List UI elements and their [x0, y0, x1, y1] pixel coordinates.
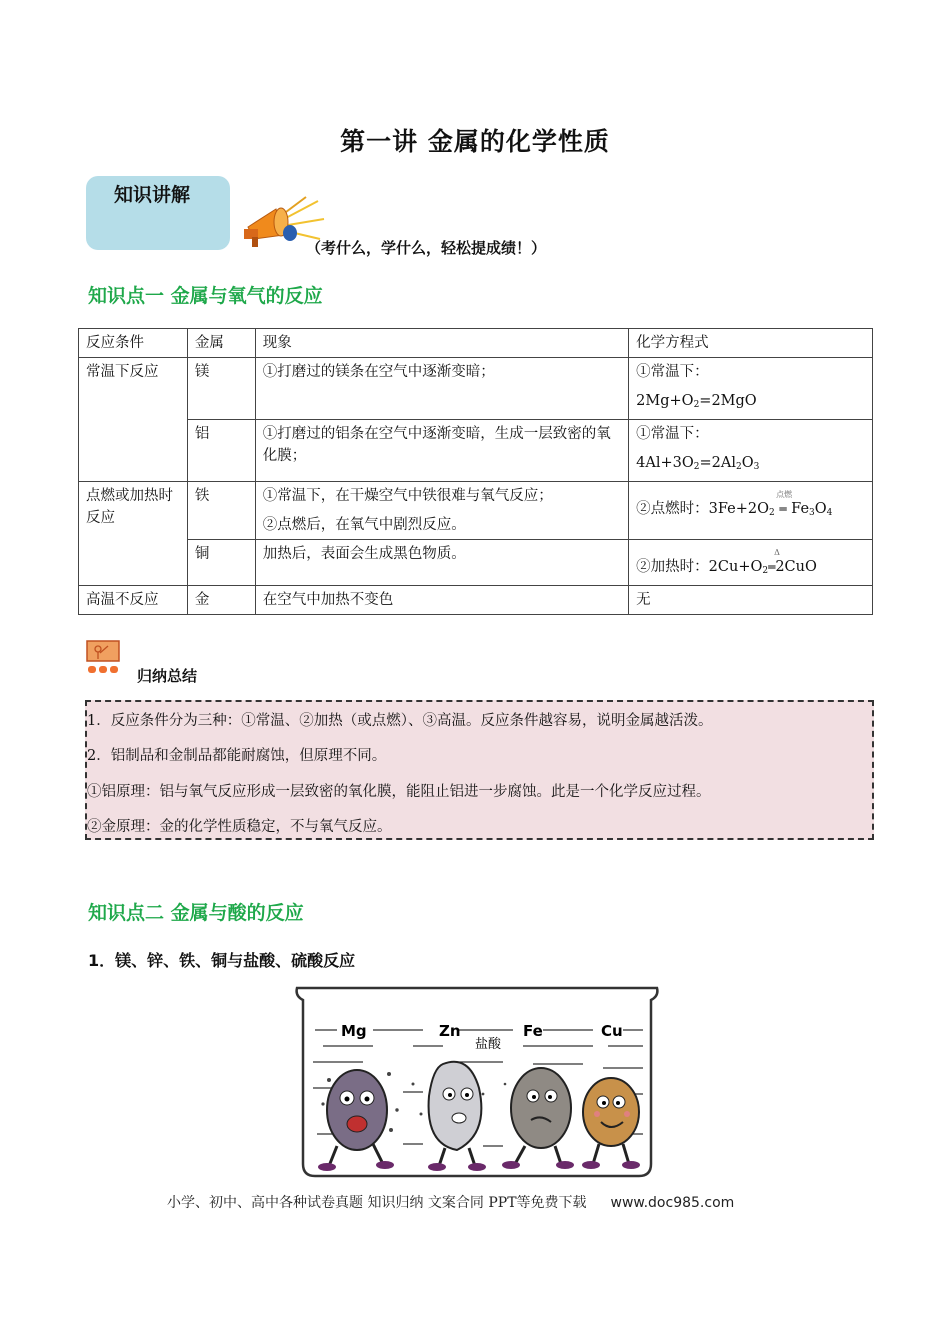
section1-heading: 知识点一 金属与氧气的反应 — [88, 285, 323, 307]
summary-heading: 归纳总结 — [137, 667, 198, 685]
equation-fe-formula: $3Fe+2O_2$ ═ $Fe_3O_4$ — [708, 500, 833, 518]
equation-mg-formula: $2Mg+O_2=2MgO$ — [636, 393, 757, 410]
metal-cu: 铜 — [187, 540, 255, 586]
label-zn: Zn — [439, 1022, 461, 1040]
equation-mg: ①常温下： $2Mg+O_2=2MgO$ — [629, 358, 873, 420]
condition-room-temp: 常温下反应 — [79, 358, 188, 482]
label-fe: Fe — [523, 1022, 543, 1040]
summary-line: ①铝原理：铝与氧气反应形成一层致密的氧化膜，能阻止铝进一步腐蚀。此是一个化学反应过程。 — [87, 784, 711, 800]
footer-url[interactable]: www.doc985.com — [610, 1195, 735, 1211]
table-header-row — [79, 329, 873, 358]
metal-mg: 镁 — [187, 358, 255, 420]
phenomenon-au: 在空气中加热不变色 — [255, 586, 628, 615]
condition-ignite-heat: 点燃或加热时反应 — [79, 482, 188, 586]
phenomenon-cu: 加热后，表面会生成黑色物质。 — [255, 540, 628, 586]
page-title: 第一讲 金属的化学性质 — [340, 127, 610, 156]
table-row — [79, 586, 873, 615]
label-mg: Mg — [341, 1022, 367, 1040]
table-row — [79, 420, 873, 482]
label-cu: Cu — [601, 1022, 623, 1040]
knowledge-label: 知识讲解 — [114, 184, 191, 206]
section2-heading: 知识点二 金属与酸的反应 — [88, 902, 304, 924]
summary-box — [85, 700, 874, 840]
table-row — [79, 540, 873, 586]
metal-au: 金 — [187, 586, 255, 615]
knowledge-label-box — [86, 176, 230, 250]
header-equation: 化学方程式 — [629, 329, 873, 358]
condition-high-temp: 高温不反应 — [79, 586, 188, 615]
phenomenon-fe: ①常温下，在干燥空气中铁很难与氧气反应； ②点燃后，在氧气中剧烈反应。 — [255, 482, 628, 540]
equation-cu-formula: $2Cu+O_2═2CuO$ — [708, 559, 817, 576]
equation-fe: 点燃 ②点燃时：$3Fe+2O_2$ ═ $Fe_3O_4$ — [629, 482, 873, 540]
phenomenon-mg: ①打磨过的镁条在空气中逐渐变暗； — [255, 358, 628, 420]
summary-line: 1．反应条件分为三种：①常温、②加热（或点燃）、③高温。反应条件越容易，说明金属越活泼。 — [87, 713, 713, 729]
slogan: （考什么，学什么，轻松提成绩！） — [306, 239, 547, 257]
table-row — [79, 482, 873, 540]
footer — [167, 1192, 734, 1212]
beaker-illustration — [293, 984, 661, 1180]
section2-subheading: 1．镁、锌、铁、铜与盐酸、硫酸反应 — [88, 951, 356, 970]
header-phenomenon: 现象 — [255, 329, 628, 358]
equation-cu: Δ ②加热时：$2Cu+O_2═2CuO$ — [629, 540, 873, 586]
metal-fe: 铁 — [187, 482, 255, 540]
oxygen-reaction-table — [78, 328, 873, 615]
equation-al-formula: $4Al+3O_2=2Al_2O_3$ — [636, 455, 760, 472]
summary-line: ②金原理：金的化学性质稳定，不与氧气反应。 — [87, 819, 392, 835]
metal-al: 铝 — [187, 420, 255, 482]
equation-au: 无 — [629, 586, 873, 615]
header-metal: 金属 — [187, 329, 255, 358]
header-condition: 反应条件 — [79, 329, 188, 358]
footer-text: 小学、初中、高中各种试卷真题 知识归纳 文案合同 PPT等免费下载 — [167, 1195, 587, 1211]
phenomenon-al: ①打磨过的铝条在空气中逐渐变暗，生成一层致密的氧化膜； — [255, 420, 628, 482]
label-acid: 盐酸 — [475, 1037, 502, 1052]
summary-teacher-icon — [86, 640, 120, 674]
table-row — [79, 358, 873, 420]
equation-al: ①常温下： $4Al+3O_2=2Al_2O_3$ — [629, 420, 873, 482]
summary-line: 2．铝制品和金制品都能耐腐蚀，但原理不同。 — [87, 748, 387, 764]
